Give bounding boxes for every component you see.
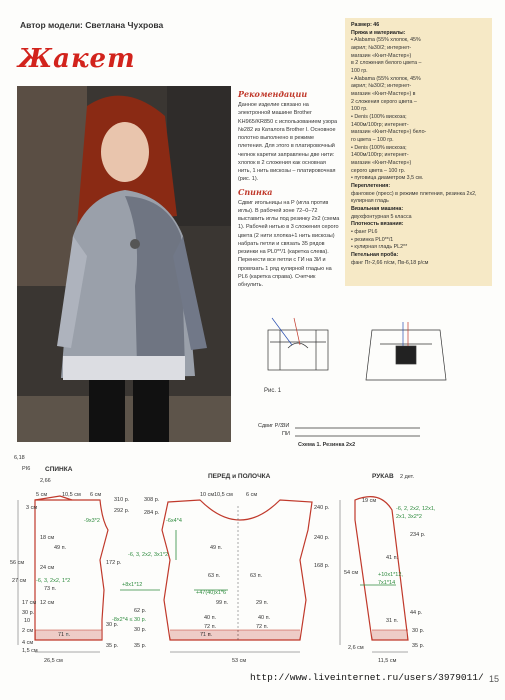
figure-1-right <box>366 322 446 380</box>
size-line: Размер: 46 <box>351 22 380 28</box>
density-line: • резинка PL0**/1 <box>351 236 394 243</box>
front-dimension-label: 71 п. <box>200 632 213 638</box>
back-dimension-label: 35 р. <box>106 643 119 649</box>
front-dimension-label: 10,5 см <box>214 492 233 498</box>
back-dimension-label: 10,5 см <box>62 492 81 498</box>
back-dimension-label: 10 <box>24 618 31 624</box>
front-dimension-label: 53 см <box>232 658 247 664</box>
back-dimension-label: 24 см <box>40 565 55 571</box>
page-number: 15 <box>489 674 500 684</box>
sleeve-dimension-label: 35 р. <box>412 643 425 649</box>
back-dimension-label: 18 см <box>40 535 55 541</box>
scheme-1-caption: Схема 1. Резинка 2х2 <box>298 442 356 448</box>
front-dimension-label: +47(40)х1*6 <box>196 590 227 596</box>
front-dimension-label: 240 р. <box>314 505 330 511</box>
front-dimension-label: 168 р. <box>314 563 330 569</box>
front-dimension-label: +8х1*12 <box>122 582 143 588</box>
back-dimension-label: 4 см <box>22 640 34 646</box>
front-dimension-label: 72 п. <box>204 624 217 630</box>
sleeve-dimension-label: 234 р. <box>410 532 426 538</box>
density-heading: Плотность вязания: <box>351 221 404 228</box>
front-dimension-label: -8х2*4 ≤ 30 р. <box>112 617 147 623</box>
pi6-label: PI6 <box>22 466 31 472</box>
yarn-line: магазин «Книт-Мастер») <box>351 160 412 167</box>
figure-1-caption: Рис. 1 <box>264 388 282 394</box>
sleeve-dimension-label: 2х1, 3х2*2 <box>396 514 422 520</box>
density-pg: 2,66 <box>40 478 51 484</box>
test-text: фанг Пг-2,66 п/см, Пв-6,18 р/см <box>351 259 429 266</box>
yarn-line: 1400м/100гр; интернет- <box>351 121 409 128</box>
back-dimension-label: 172 р. <box>106 560 122 566</box>
sleeve-dimension-label: 2,6 см <box>348 645 364 651</box>
back-dimension-label: 310 р. <box>114 497 130 503</box>
density-line: • фанг PL6 <box>351 229 378 236</box>
back-dimension-label: 2 см <box>22 628 34 634</box>
yarn-line: магазин «Книт-Мастер») бело- <box>351 129 427 136</box>
front-dimension-label: 62 р. <box>134 608 147 614</box>
yarn-line: • Alabama (55% хлопок, 45% <box>351 37 421 44</box>
sleeve-dimension-label: +10х1*12, <box>378 572 403 578</box>
back-dimension-label: 49 п. <box>54 545 67 551</box>
sleeve-dimension-label: 19 см <box>362 498 377 504</box>
front-dimension-label: 29 п. <box>256 600 269 606</box>
front-ribbing <box>171 630 299 640</box>
back-dimension-label: 27 см <box>12 578 27 584</box>
test-heading: Петельная проба: <box>351 252 399 259</box>
scheme-row-2: ЗИ <box>282 423 290 429</box>
yarn-line: го цвета – 100 гр. <box>351 137 394 144</box>
sleeve-dimension-label: 31 п. <box>386 618 399 624</box>
sleeve-dimension-label: 41 п. <box>386 555 399 561</box>
back-title: СПИНКА <box>45 466 73 473</box>
recommendations-text: Данное изделие связано на электронной машине Brother KH965/KR850 с использованием узора №282 из Каталога Brother I. Основное полотно выполнено в режиме плетения. Для этого в платировочный челнок каретки заправлены две нити: хлопок в 2 сложения как основная нить, 1 нить вискозы – платировочная (рис. 1). <box>238 102 338 183</box>
front-dimension-label: 99 п. <box>216 600 229 606</box>
front-dimension-label: 63 п. <box>208 573 221 579</box>
sleeve-ribbing <box>373 630 407 640</box>
figure-1-left <box>268 318 328 370</box>
back-dimension-label: 17 см <box>22 600 37 606</box>
back-dimension-label: 5 см <box>36 492 48 498</box>
yarn-line: в 2 сложения белого цвета – <box>351 60 422 67</box>
yarn-line: магазин «Книт-Мастер») в <box>351 91 416 98</box>
green-arrows <box>120 530 399 590</box>
back-dimension-label: 6 см <box>90 492 102 498</box>
front-title: ПЕРЕД и ПОЛОЧКА <box>208 473 271 480</box>
author-line: Автор модели: Светлана Чухрова <box>20 20 164 30</box>
source-url: http://www.liveinternet.ru/users/3979011/ <box>250 672 484 683</box>
sleeve-subtitle: 2 дет. <box>400 474 415 480</box>
front-dimension-label: 240 р. <box>314 535 330 541</box>
sleeve-dimension-label: 7х1*14 <box>378 580 396 586</box>
sleeve-dimension-label: 44 р. <box>410 610 423 616</box>
weave-heading: Переплетения: <box>351 183 391 190</box>
yarn-line: 100 гр. <box>351 68 368 75</box>
recommendations-heading: Рекомендации <box>238 89 308 99</box>
yarn-line: акрил; №30/2; интернет- <box>351 45 412 52</box>
front-dimension-label: 30 р. <box>134 627 147 633</box>
front-dimension-label: 72 п. <box>256 624 269 630</box>
scheme-row-3: ПИ <box>282 431 290 437</box>
back-dimension-label: 292 р. <box>114 508 130 514</box>
yarn-line: магазин «Книт-Мастер») <box>351 52 412 59</box>
machine-text: двухфонтурная 5 класса <box>351 213 412 220</box>
sleeve-dimension-label: 30 р. <box>412 628 425 634</box>
density-line: • кулирная гладь PL2** <box>351 244 408 251</box>
back-dimension-label: 71 п. <box>58 632 71 638</box>
back-dimension-label: 3 см <box>26 505 38 511</box>
scheme-1-rib <box>295 428 420 436</box>
density-pv: 6,18 <box>14 455 25 461</box>
back-dimension-label: -6, 3, 2х2, 1*2 <box>36 578 71 584</box>
front-dimension-label: 63 п. <box>250 573 263 579</box>
weave-text: фанговое (пресс) в режиме плетения, резинка 2х2, кулирная гладь <box>351 190 477 205</box>
sleeve-dimension-label: 11,5 см <box>378 658 397 664</box>
scheme-row-1: Сдвиг P/3 <box>258 423 283 429</box>
front-dimension-label: 10 см <box>200 492 215 498</box>
front-dimension-label: 35 р. <box>134 643 147 649</box>
sleeve-dimension-label: -6, 2, 2х2, 12х1, <box>396 506 436 512</box>
sleeve-title: РУКАВ <box>372 473 394 480</box>
sleeve-dimension-label: 54 см <box>344 570 359 576</box>
front-dimension-label: 40 п. <box>204 615 217 621</box>
yarn-line: • Alabama (55% хлопок, 45% <box>351 75 421 82</box>
front-dimension-label: 40 п. <box>258 615 271 621</box>
front-dimension-label: 284 р. <box>144 510 160 516</box>
yarn-line: акрил; №30/2; интернет- <box>351 83 412 90</box>
back-heading: Спинка <box>238 186 273 197</box>
yarn-heading: Пряжа и материалы: <box>351 29 406 36</box>
front-pattern <box>162 500 312 640</box>
yarn-line: • Denis (100% вискоза; <box>351 114 407 121</box>
back-dimension-label: 30 р. <box>106 622 119 628</box>
yarn-line: 1400м/100гр; интернет- <box>351 152 409 159</box>
back-dimension-label: -9х3*2 <box>84 518 100 524</box>
back-dimension-label: 30 р. <box>22 610 35 616</box>
front-dimension-label: 6 см <box>246 492 258 498</box>
yarn-line: 2 сложения серого цвета – <box>351 98 417 105</box>
back-dimension-label: 1,5 см <box>22 648 38 654</box>
yarn-line: • Denis (100% вискоза; <box>351 144 407 151</box>
yarn-line: • пуговица диаметром 3,5 см. <box>351 175 424 182</box>
yarn-line: 100 гр. <box>351 106 368 113</box>
back-dimension-label: 73 п. <box>44 586 57 592</box>
back-dimension-label: 26,5 см <box>44 658 63 664</box>
page-title: Жакет <box>18 44 136 74</box>
back-dimension-label: 56 см <box>10 560 25 566</box>
back-dimension-label: 12 см <box>40 600 55 606</box>
front-dimension-label: -6, 3, 2х2, 3х1*2 <box>128 552 169 558</box>
yarn-line: серого цвета – 100 гр. <box>351 167 406 174</box>
front-dimension-label: 308 р. <box>144 497 160 503</box>
back-text: Сдвиг игольницы на Р (игла против иглы). В рабочей зоне 72–0–72 выставить иглы под резинку 2х2 (схема 1). Рабочей нитью в 3 сложения серого цвета (2 нити хлопка+1 нить вискозы) набрать петли и связать 35 рядов резинки на PL0**/1 (каретка слева). Перенести все петли с ГИ на ЗИ и провязать 1 ряд кулирной гладью на PL6 (каретка справа). Счетчик обнулить. <box>238 199 340 288</box>
machine-heading: Вязальная машина: <box>351 206 404 213</box>
front-dimension-label: 49 п. <box>210 545 223 551</box>
front-dimension-label: -6х4*4 <box>166 518 182 524</box>
